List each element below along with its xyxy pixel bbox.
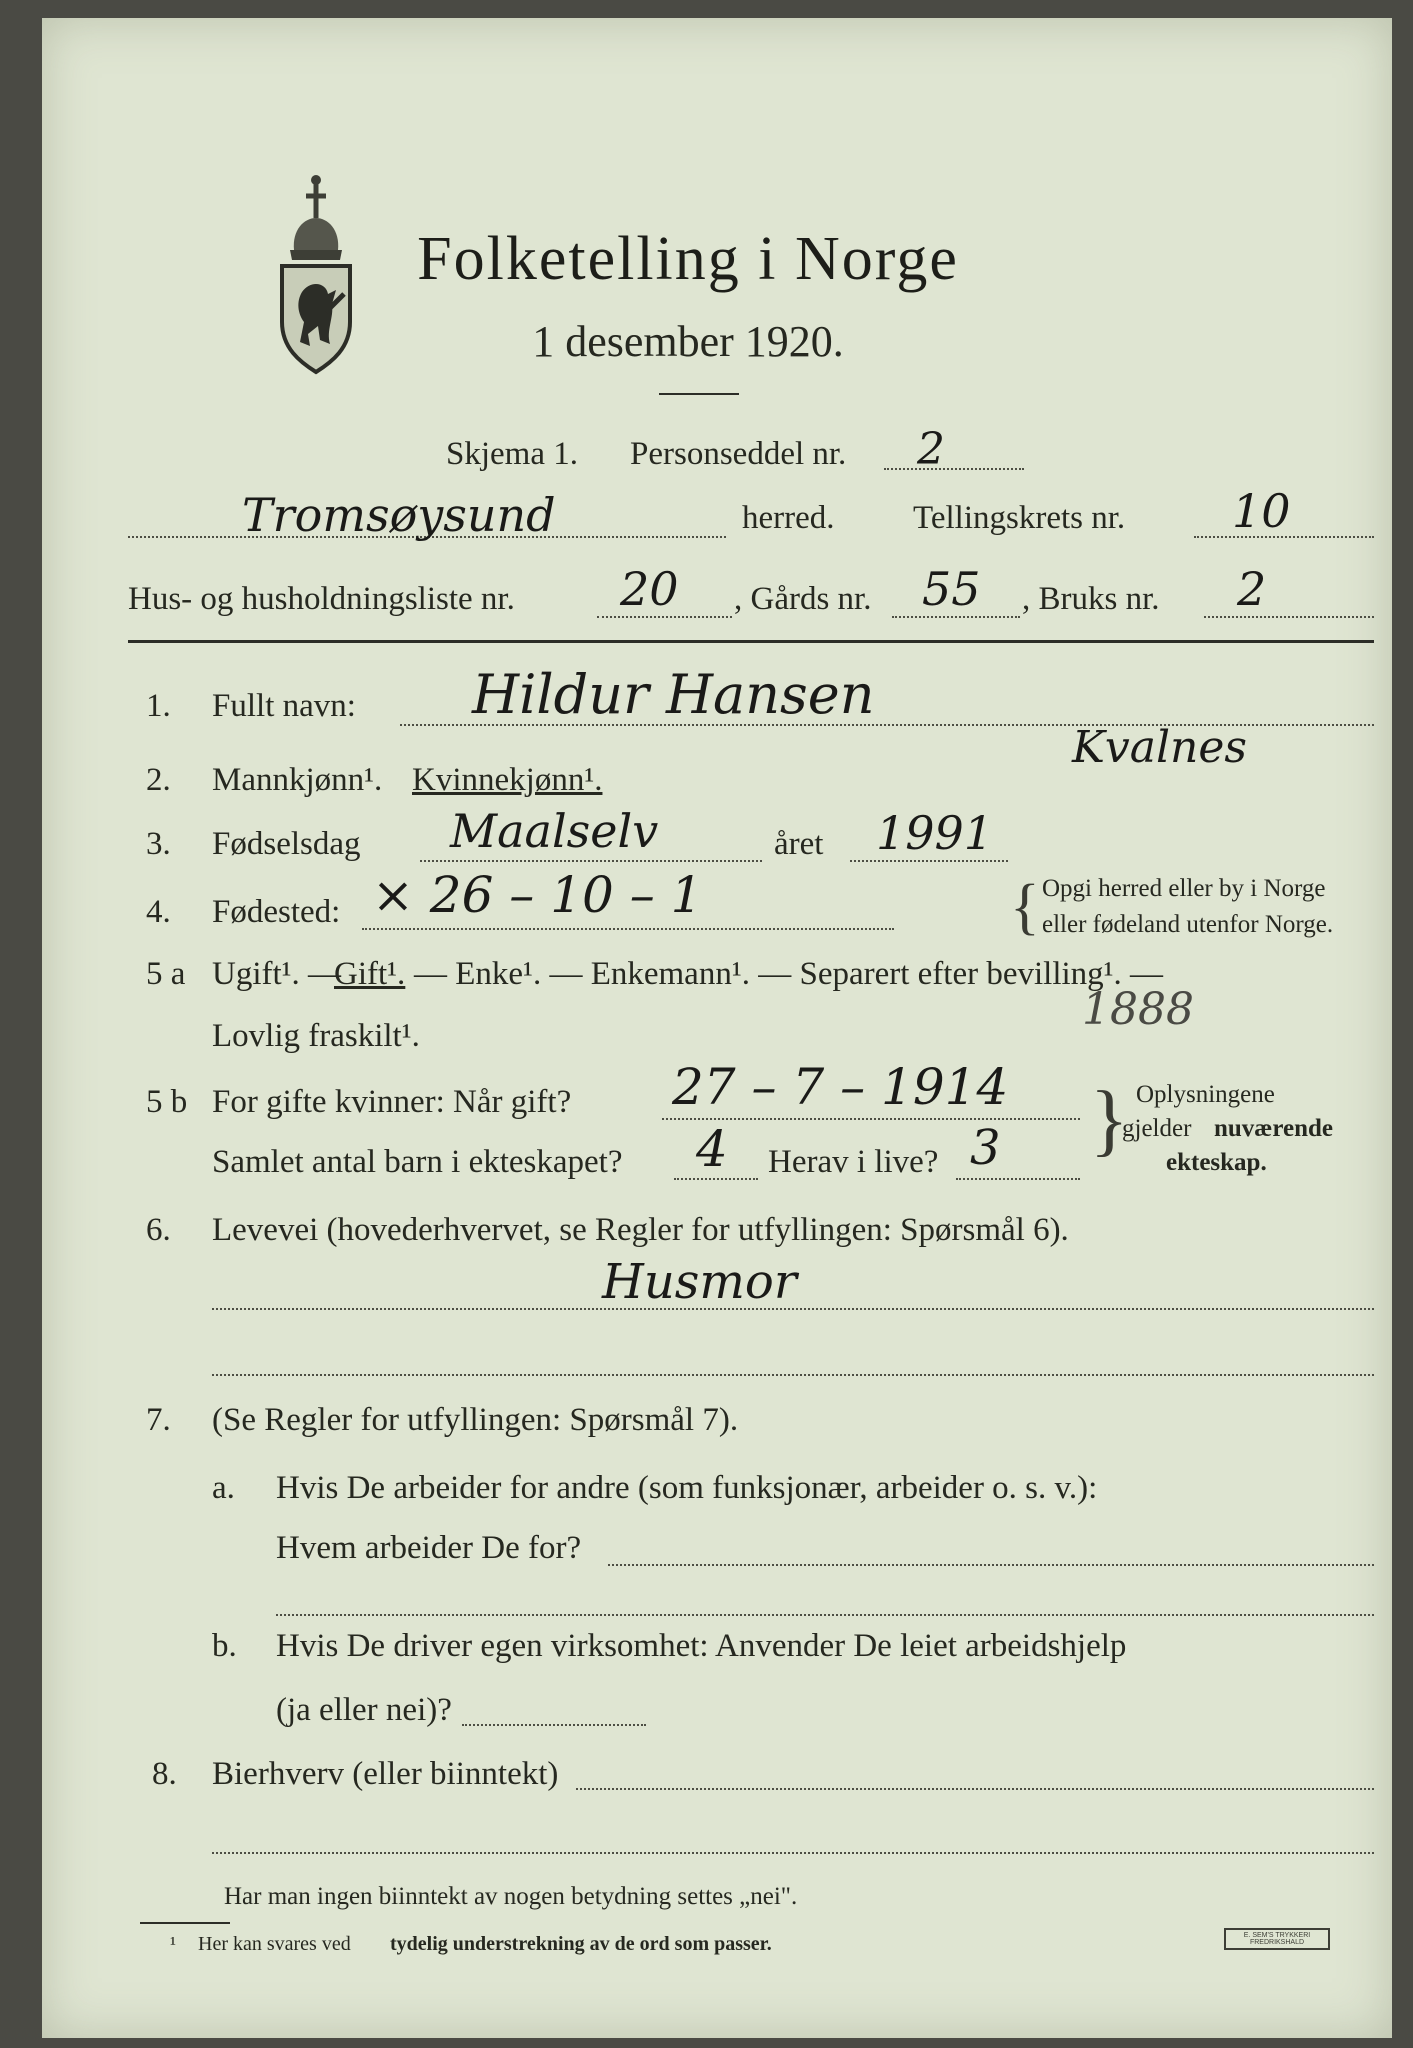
q3-year-value: 1991	[876, 806, 994, 860]
header-divider	[128, 640, 1374, 643]
footnote-divider	[140, 1922, 230, 1924]
q7a-answer-line-2	[276, 1614, 1374, 1616]
q8-answer-line	[576, 1788, 1374, 1790]
q6-line-1	[212, 1308, 1374, 1310]
q1-number: 1.	[146, 688, 171, 724]
q2-number: 2.	[146, 762, 171, 798]
q5a-annotation: 1888	[1082, 984, 1194, 1035]
footnote-text-a: Her kan svares ved	[198, 1933, 351, 1955]
herred-label: herred.	[742, 500, 835, 536]
q4-note-2: eller fødeland utenfor Norge.	[1042, 911, 1334, 938]
q8-answer-line-2	[212, 1852, 1374, 1854]
q7b-line-2: (ja eller nei)?	[276, 1692, 452, 1728]
bruks-value: 2	[1237, 562, 1267, 616]
q5b-children-label: Samlet antal barn i ekteskapet?	[212, 1144, 623, 1180]
q4-number: 4.	[146, 894, 171, 930]
form-title: Folketelling i Norge	[417, 225, 959, 293]
q4-line	[362, 928, 894, 930]
gards-line	[892, 616, 1020, 618]
tellingskrets-label: Tellingskrets nr.	[913, 500, 1126, 536]
q5b-note-1: Oplysningene	[1136, 1081, 1275, 1108]
q8-number: 8.	[152, 1756, 177, 1792]
q5b-note-3: ekteskap.	[1166, 1149, 1267, 1176]
q5b-label: For gifte kvinner: Når gift?	[212, 1084, 572, 1120]
q3-number: 3.	[146, 826, 171, 862]
q2-kvinnekjonn: Kvinnekjønn¹.	[412, 762, 603, 798]
bruks-label: , Bruks nr.	[1022, 581, 1160, 617]
q1-label: Fullt navn:	[212, 688, 356, 724]
biinntekt-note: Har man ingen biinntekt av nogen betydning settes „nei".	[224, 1883, 798, 1910]
q7a-line-1: Hvis De arbeider for andre (som funksjonær, arbeider o. s. v.):	[276, 1470, 1098, 1506]
q3-label: Fødselsdag	[212, 826, 361, 862]
q5a-ugift: Ugift¹. —	[212, 956, 342, 992]
q3-line	[420, 860, 762, 862]
q5b-married-value: 27 – 7 – 1914	[672, 1058, 1009, 1116]
q6-number: 6.	[146, 1212, 171, 1248]
q7b-line-1: Hvis De driver egen virksomhet: Anvender De leiet arbeidshjelp	[276, 1628, 1127, 1664]
personseddel-value: 2	[917, 424, 945, 475]
q5b-alive-label: Herav i live?	[768, 1144, 939, 1180]
footnote-marker: ¹	[170, 1933, 176, 1955]
husliste-label: Hus- og husholdningsliste nr.	[128, 581, 515, 617]
bruks-line	[1204, 616, 1374, 618]
q4-note-1: Opgi herred eller by i Norge	[1042, 875, 1326, 902]
skjema-label: Skjema 1.	[446, 436, 578, 472]
q5b-children-line	[674, 1178, 758, 1180]
census-form	[42, 18, 1392, 2038]
q3-value: Maalselv	[450, 804, 659, 858]
q5b-children-value: 4	[696, 1120, 728, 1178]
q7b-letter: b.	[212, 1628, 237, 1664]
q5b-alive-value: 3	[970, 1120, 1001, 1176]
q6-value: Husmor	[602, 1254, 797, 1310]
q7-number: 7.	[146, 1402, 171, 1438]
q5b-brace: }	[1090, 1076, 1129, 1164]
tellingskrets-value: 10	[1232, 484, 1291, 538]
gards-label: , Gårds nr.	[734, 581, 872, 617]
q5b-note-2a: gjelder	[1122, 1115, 1192, 1142]
personseddel-label: Personseddel nr.	[630, 436, 847, 472]
q2-mannkjonn: Mannkjønn¹.	[212, 762, 383, 798]
q7-label: (Se Regler for utfyllingen: Spørsmål 7).	[212, 1402, 739, 1438]
footnote-text-b: tydelig understrekning av de ord som passer.	[390, 1933, 772, 1955]
q7a-letter: a.	[212, 1470, 235, 1506]
census-date: 1 desember 1920.	[532, 317, 844, 366]
herred-value: Tromsøysund	[242, 488, 556, 542]
q7a-answer-line	[608, 1564, 1374, 1566]
printer-stamp: E. SEM'S TRYKKERI FREDRIKSHALD	[1224, 1928, 1330, 1950]
q3-year-label: året	[774, 826, 824, 862]
q6-line-2	[212, 1374, 1374, 1376]
q5a-rest: — Enke¹. — Enkemann¹. — Separert efter bevilling¹. —	[414, 956, 1164, 992]
gards-value: 55	[922, 562, 981, 616]
q4-value: × 26 – 10 – 1	[372, 866, 703, 924]
q8-label: Bierhverv (eller biinntekt)	[212, 1756, 559, 1792]
q7a-line-2: Hvem arbeider De for?	[276, 1530, 582, 1566]
q5a-number: 5 a	[146, 956, 186, 992]
husliste-value: 20	[620, 562, 679, 616]
q3-year-line	[850, 860, 1008, 862]
q6-label: Levevei (hovederhvervet, se Regler for utfyllingen: Spørsmål 6).	[212, 1212, 1069, 1248]
q5a-lovlig: Lovlig fraskilt¹.	[212, 1018, 420, 1054]
husliste-line	[597, 616, 732, 618]
q5b-number: 5 b	[146, 1084, 188, 1120]
q4-label: Fødested:	[212, 894, 341, 930]
q5b-alive-line	[956, 1178, 1080, 1180]
q4-brace: {	[1010, 873, 1040, 941]
q7b-answer-line	[462, 1724, 646, 1726]
title-divider	[659, 393, 739, 395]
q5a-gift: Gift¹.	[334, 956, 406, 992]
personseddel-line	[884, 468, 1024, 470]
q1-value: Hildur Hansen	[472, 663, 875, 726]
q1-addition: Kvalnes	[1072, 722, 1247, 773]
q5b-note-2b: nuværende	[1214, 1115, 1334, 1142]
